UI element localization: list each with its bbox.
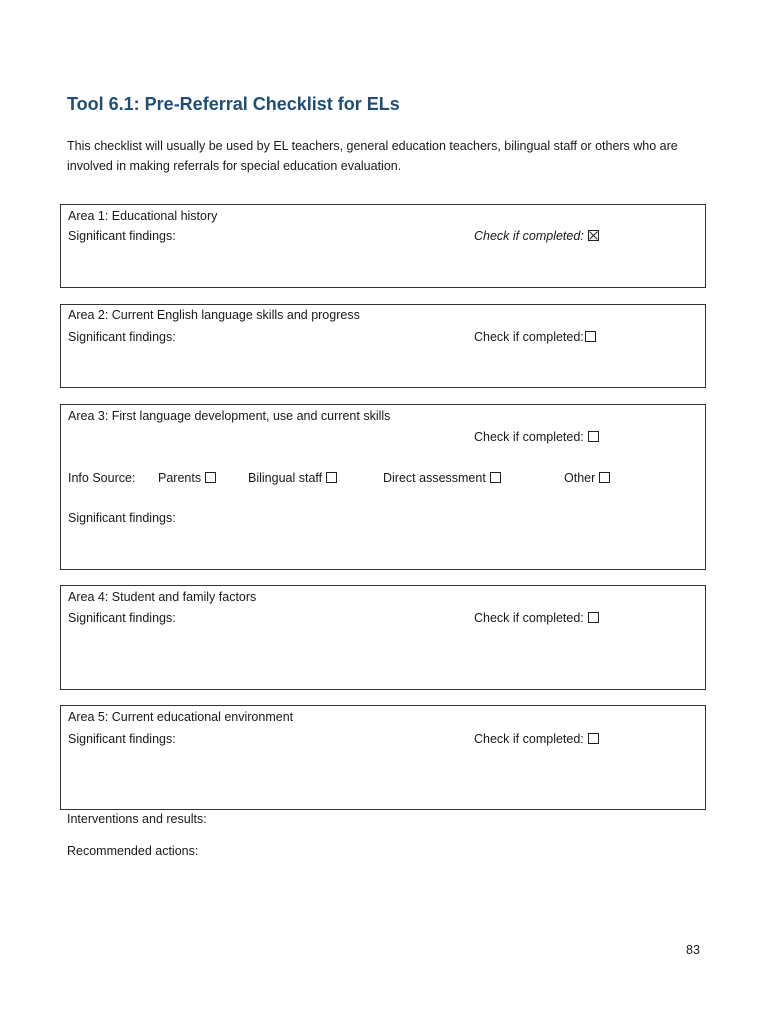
intro-paragraph: This checklist will usually be used by EL teachers, general education teachers, bilingual staff or others who are involved in making referrals for special education evaluation. xyxy=(67,139,678,173)
area-4-checkbox[interactable] xyxy=(588,612,599,623)
info-source-other xyxy=(564,470,610,486)
area-2-checkbox[interactable] xyxy=(585,331,596,342)
info-source-bilingual-staff-label: Bilingual staff xyxy=(248,471,323,485)
area-4-check-label: Check if completed: xyxy=(474,611,584,625)
area-5-check xyxy=(474,731,599,747)
interventions-label: Interventions and results: xyxy=(67,812,207,826)
area-1-check-label: Check if completed: xyxy=(474,229,584,243)
area-3-check-label: Check if completed: xyxy=(474,430,584,444)
info-source-label: Info Source: xyxy=(68,471,136,485)
area-4-box xyxy=(60,585,706,690)
area-4-findings-label: Significant findings: xyxy=(68,611,176,625)
info-source-bilingual-staff-checkbox[interactable] xyxy=(326,472,337,483)
area-2-check xyxy=(474,329,596,345)
area-5-heading: Area 5: Current educational environment xyxy=(68,710,294,724)
area-3-findings-label: Significant findings: xyxy=(68,511,176,525)
info-source-parents-label: Parents xyxy=(158,471,202,485)
area-3-check xyxy=(474,429,599,445)
area-3-heading: Area 3: First language development, use and current skills xyxy=(68,409,391,423)
area-3-checkbox[interactable] xyxy=(588,431,599,442)
area-4-heading: Area 4: Student and family factors xyxy=(68,590,257,604)
area-2-heading: Area 2: Current English language skills and progress xyxy=(68,308,360,322)
area-3-box xyxy=(60,404,706,570)
info-source-direct-assessment xyxy=(383,470,501,486)
info-source-parents xyxy=(158,470,216,486)
info-source-bilingual-staff xyxy=(248,470,337,486)
info-source-parents-checkbox[interactable] xyxy=(205,472,216,483)
area-2-box xyxy=(60,304,706,388)
area-5-checkbox[interactable] xyxy=(588,733,599,744)
area-1-check xyxy=(474,228,599,244)
area-1-findings-label: Significant findings: xyxy=(68,229,176,243)
area-2-findings-label: Significant findings: xyxy=(68,330,176,344)
info-source-direct-assessment-label: Direct assessment xyxy=(383,471,486,485)
recommended-actions-label: Recommended actions: xyxy=(67,844,199,858)
area-4-check xyxy=(474,610,599,626)
info-source-other-label: Other xyxy=(564,471,596,485)
info-source-other-checkbox[interactable] xyxy=(599,472,610,483)
area-5-findings-label: Significant findings: xyxy=(68,732,176,746)
page-title: Tool 6.1: Pre-Referral Checklist for ELs xyxy=(67,94,400,114)
area-5-check-label: Check if completed: xyxy=(474,732,584,746)
page-number: 83 xyxy=(686,943,700,957)
area-5-box xyxy=(60,705,706,810)
area-1-box xyxy=(60,204,706,288)
info-source-direct-assessment-checkbox[interactable] xyxy=(490,472,501,483)
area-1-heading: Area 1: Educational history xyxy=(68,209,218,223)
area-2-check-label: Check if completed: xyxy=(474,330,584,344)
area-1-checkbox[interactable] xyxy=(588,230,599,241)
